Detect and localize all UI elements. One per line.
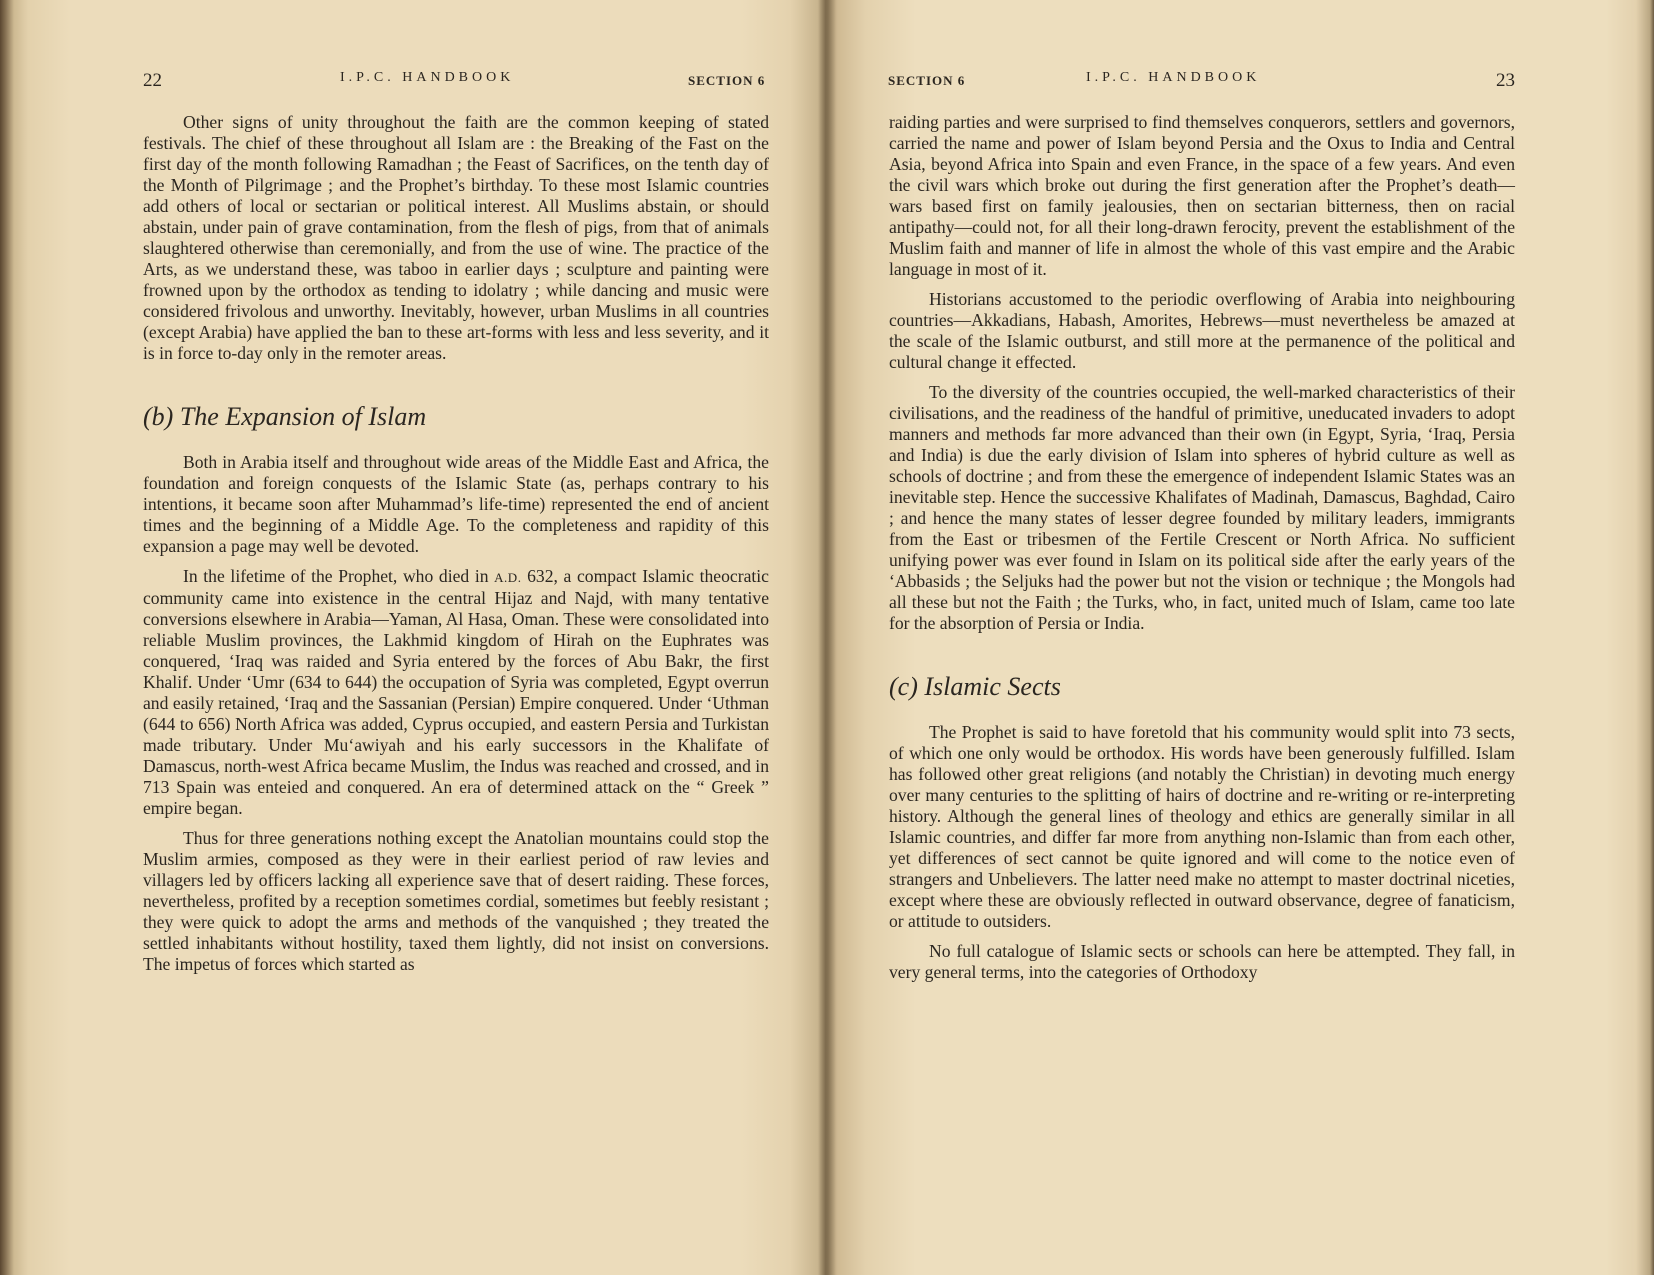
section-label: SECTION 6: [688, 73, 766, 88]
paragraph: Both in Arabia itself and throughout wide areas of the Middle East and Africa, the foundation and foreign conquests of the Islamic State (as, perhaps contrary to his intentions, it became soon after Muhammad’s life-time) represented the end of ancient times and the beginning of a Middle Age. To the completeness and rapidity of this expansion a page may well be devoted.: [143, 452, 769, 556]
left-page: [0, 0, 826, 1275]
era-abbreviation: A.D.: [494, 570, 522, 585]
paragraph: Other signs of unity throughout the faith are the common keeping of stated festivals. The chief of these throughout all Islam are : the Breaking of the Fast on the first day of the month following Ramadhan ; the Feast of Sacrifices, on the tenth day of the Month of Pilgrimage ; and the Prophet’s birthday. To these most Islamic countries add others of local or sectarian or political interest. All Muslims abstain, or should abstain, under pain of grave contamination, from the flesh of pigs, from that of animals slaughtered otherwise than ceremonially, and from the use of wine. The practice of the Arts, as we understand these, was taboo in earlier days ; sculpture and painting were frowned upon by the orthodox as tending to idolatry ; while dancing and music were considered frivolous and unworthy. Inevitably, however, urban Muslims in all countries (except Arabia) have applied the ban to these art-forms with less and less severity, and it is in force to-day only in the remoter areas.: [143, 112, 769, 363]
running-head: I.P.C. HANDBOOK: [1086, 70, 1261, 85]
running-head: I.P.C. HANDBOOK: [340, 70, 515, 85]
paragraph-start: In the lifetime of the Prophet, who died in: [183, 566, 489, 586]
paragraph: Thus for three generations nothing except the Anatolian mountains could stop the Muslim armies, composed as they were in their earliest period of raw levies and villagers led by officers lacking all experience save that of desert raiding. These forces, nevertheless, profited by a reception sometimes cordial, sometimes but feebly resistant ; they were quick to adopt the arms and methods of the vanquished ; they treated the settled inhabitants without hostility, taxed them lightly, did not insist on conversions. The impetus of forces which started as: [143, 828, 769, 974]
section-heading: [889, 672, 1515, 702]
paragraph: The Prophet is said to have foretold that his community would split into 73 sects, of which one only would be orthodox. His words have been generously fulfilled. Islam has followed other great religions (and notably the Christian) in devoting much energy over many centuries to the splitting of hairs of doctrine and re-writing or re-interpreting history. Although the general lines of theology and ethics are generally similar in all Islamic countries, and differ far more from anything non-Islamic than from each other, yet differences of sect cannot be quite ignored and will come to the notice even of strangers and Unbelievers. The latter need make no attempt to master doctrinal niceties, except where these are obviously reflected in outward observance, degree of fanaticism, or attitude to outsiders.: [889, 722, 1515, 931]
paragraph-rest: 632, a compact Islamic theocratic community came into existence in the central Hijaz and Najd, with many tentative conversions elsewhere in Arabia—Yaman, Al Hasa, Oman. These were consolidated into reliable Muslim provinces, the Lakhmid kingdom of Hirah on the Euphrates was conquered, ‘Iraq was raided and Syria entered by the forces of Abu Bakr, the first Khalif. Under ‘Umr (634 to 644) the occupation of Syria was completed, Egypt overrun and easily retained, ‘Iraq and the Sassanian (Persian) Empire conquered. Under ‘Uthman (644 to 656) North Africa was added, Cyprus occupied, and eastern Persia and Turkistan made tributary. Under Mu‘awiyah and his early successors in the Khalifate of Damascus, north-west Africa became Muslim, the Indus was reached and crossed, and in 713 Spain was enteied and conquered. An era of determined attack on the “ Greek ” empire began.: [143, 566, 769, 818]
left-text-column: [143, 112, 769, 984]
paragraph: Historians accustomed to the periodic overflowing of Arabia into neighbouring countries—Akkadians, Habash, Amorites, Hebrews—must nevertheless be amazed at the scale of the Islamic outburst, and still more at the permanence of the political and cultural change it effected.: [889, 289, 1515, 372]
heading-text: The Expansion of Islam: [179, 402, 427, 431]
right-page: [826, 0, 1654, 1275]
paragraph: raiding parties and were surprised to find themselves conquerors, settlers and governors, carried the name and power of Islam beyond Persia and the Oxus to India and Central Asia, beyond Africa into Spain and even France, in the space of a few years. And even the civil wars which broke out during the first generation after the Prophet’s death—wars based first on family jealousies, then on sectarian bitterness, then on racial antipathy—could not, for all their long-drawn ferocity, prevent the establishment of the Muslim faith and manner of life in almost the whole of this vast empire and the Arabic language in most of it.: [889, 112, 1515, 279]
right-text-column: [889, 112, 1515, 992]
page-number: 23: [1496, 70, 1515, 91]
heading-label: (b): [143, 402, 174, 431]
paragraph: To the diversity of the countries occupied, the well-marked characteristics of their civilisations, and the readiness of the handful of primitive, uneducated invaders to adopt manners and methods far more advanced than their own (in Egypt, Syria, ‘Iraq, Persia and India) is due the early division of Islam into spheres of hybrid culture as well as schools of doctrine ; and from these the emergence of independent Islamic States was an inevitable step. Hence the successive Khalifates of Madinah, Damascus, Baghdad, Cairo ; and hence the many states of lesser degree founded by military leaders, immigrants from the East or tribesmen of the Fertile Crescent or North Africa. No sufficient unifying power was ever found in Islam on its political side after the early years of the ‘Abbasids ; the Seljuks had the power but not the vision or technique ; the Mongols had all these but not the Faith ; the Turks, who, in fact, united much of Islam, came too late for the absorption of Persia or India.: [889, 382, 1515, 633]
paragraph: [143, 566, 769, 819]
section-label: SECTION 6: [888, 73, 966, 88]
section-heading: [143, 402, 769, 432]
heading-label: (c): [889, 672, 918, 701]
paragraph: No full catalogue of Islamic sects or schools can here be attempted. They fall, in very general terms, into the categories of Orthodoxy: [889, 941, 1515, 982]
heading-text: Islamic Sects: [924, 672, 1061, 701]
page-number: 22: [143, 70, 162, 91]
